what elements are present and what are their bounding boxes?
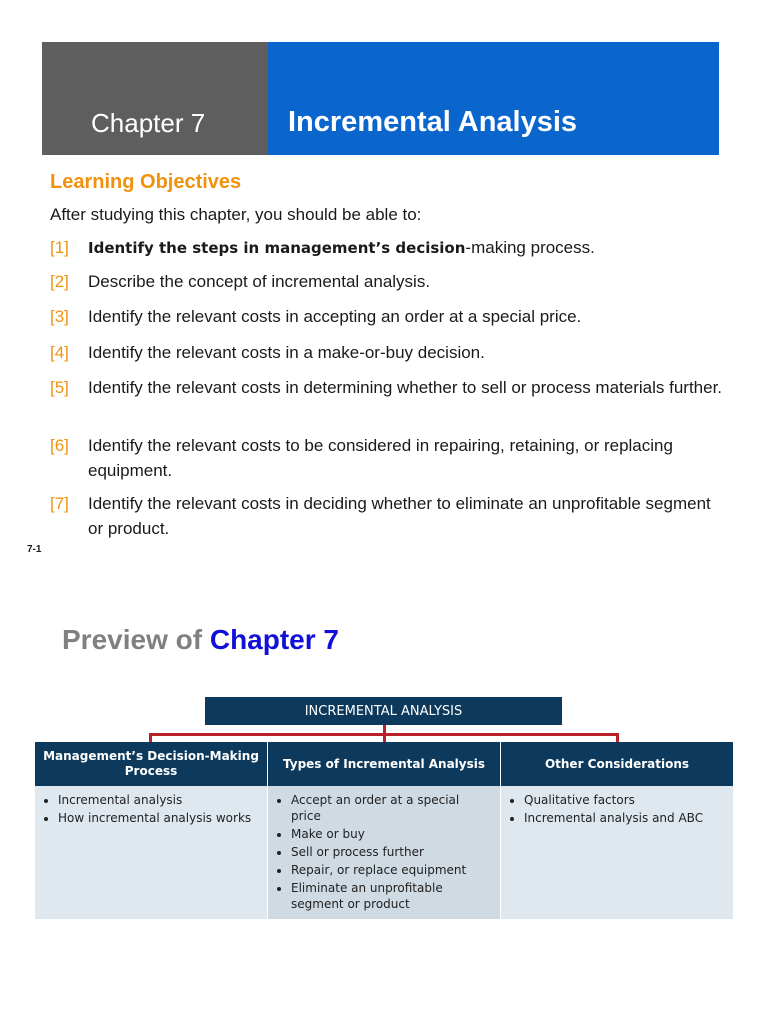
objective-item xyxy=(50,491,730,541)
chapter-label: Chapter 7 xyxy=(91,108,206,138)
preview-heading xyxy=(62,624,339,656)
list-item: • Repair, or replace equipment xyxy=(291,862,492,878)
diagram-column-other xyxy=(501,742,733,919)
objective-item xyxy=(50,235,730,261)
chapter-label-box xyxy=(42,42,268,155)
column-body xyxy=(501,786,733,919)
objective-text: Identify the relevant costs in accepting an order at a special price. xyxy=(88,307,582,326)
objective-number: [3] xyxy=(50,307,69,326)
objective-number: [2] xyxy=(50,272,69,291)
objective-text xyxy=(88,235,730,261)
objective-number: [4] xyxy=(50,343,69,362)
objective-text: Identify the relevant costs to be considered in repairing, retaining, or replacing equipment. xyxy=(88,436,673,480)
list-item: • How incremental analysis works xyxy=(58,810,259,826)
objective-text: Identify the relevant costs in determining whether to sell or process materials further. xyxy=(88,378,723,397)
list-item: • Eliminate an unprofitable segment or product xyxy=(291,880,492,912)
diagram-top-node: INCREMENTAL ANALYSIS xyxy=(205,697,562,725)
column-body xyxy=(35,786,267,919)
column-heading: Management’s Decision-Making Process xyxy=(35,742,267,786)
objective-item xyxy=(50,433,730,483)
list-item: • Incremental analysis xyxy=(58,792,259,808)
list-item: • Qualitative factors xyxy=(524,792,725,808)
objective-number: [5] xyxy=(50,378,69,397)
objective-item xyxy=(50,304,730,329)
objective-number: [6] xyxy=(50,436,69,455)
preview-prefix: Preview of xyxy=(62,624,210,655)
objective-text-bold: Identify the steps in management’s decision xyxy=(88,239,466,257)
list-item: • Sell or process further xyxy=(291,844,492,860)
list-item: • Make or buy xyxy=(291,826,492,842)
list-item: • Accept an order at a special price xyxy=(291,792,492,824)
diagram-column-decision-process xyxy=(35,742,267,919)
column-body xyxy=(268,786,500,919)
preview-chapter: Chapter 7 xyxy=(209,624,339,655)
list-item: • Incremental analysis and ABC xyxy=(524,810,725,826)
objective-number: [7] xyxy=(50,494,69,513)
learning-objectives-intro: After studying this chapter, you should be able to: xyxy=(50,205,422,224)
objective-item xyxy=(50,375,730,400)
objective-item xyxy=(50,340,730,365)
objective-text-rest: -making process. xyxy=(465,238,595,257)
diagram-column-types xyxy=(268,742,500,919)
chapter-banner xyxy=(42,42,719,155)
chapter-title-box xyxy=(268,42,719,155)
objective-text: Identify the relevant costs in a make-or-buy decision. xyxy=(88,343,485,362)
slide-number: 7-1 xyxy=(27,544,42,555)
chapter-title: Incremental Analysis xyxy=(288,106,578,138)
objective-item xyxy=(50,269,730,294)
column-heading: Types of Incremental Analysis xyxy=(268,742,500,786)
objective-text: Describe the concept of incremental analysis. xyxy=(88,272,431,291)
column-heading: Other Considerations xyxy=(501,742,733,786)
objective-text: Identify the relevant costs in deciding whether to eliminate an unprofitable segment or product. xyxy=(88,494,711,538)
objective-number: [1] xyxy=(50,238,69,257)
learning-objectives-heading: Learning Objectives xyxy=(50,171,242,193)
